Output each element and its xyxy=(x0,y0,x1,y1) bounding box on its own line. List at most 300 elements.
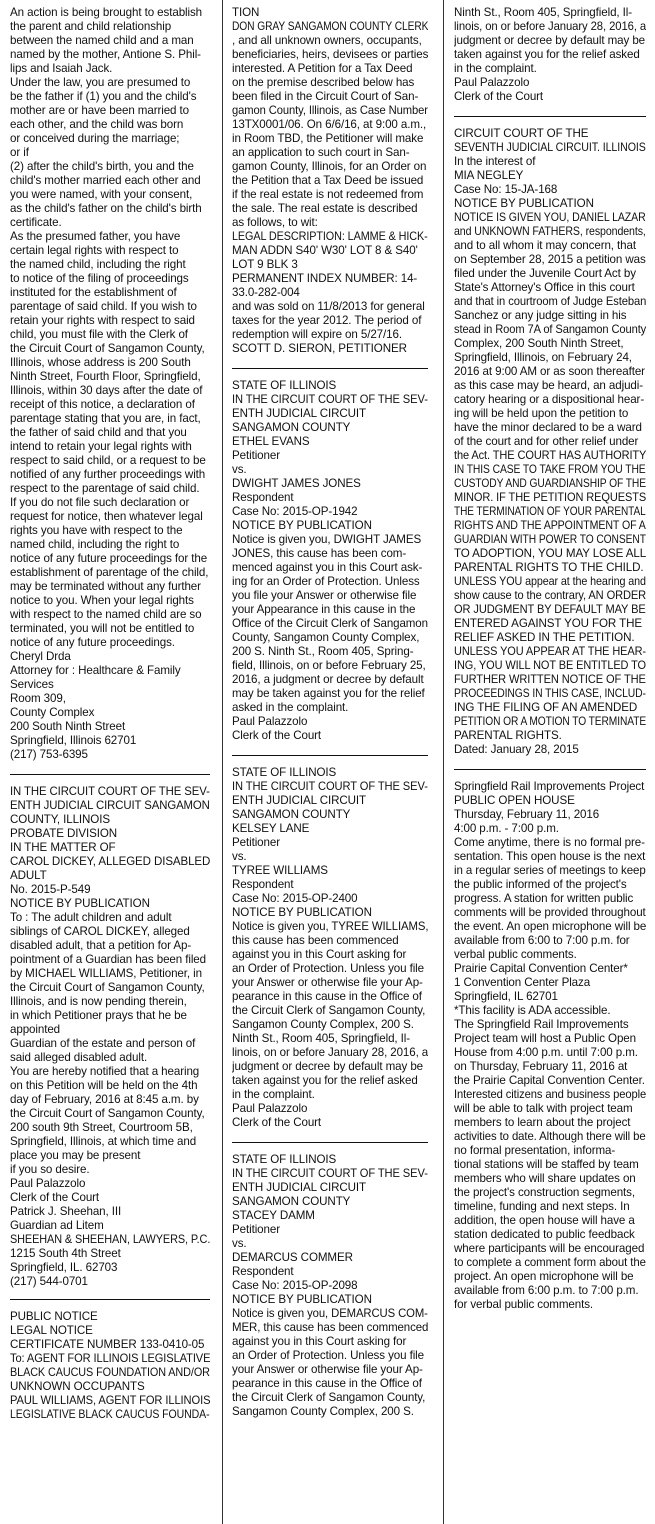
notice-text-line: menced against you in this Court ask- xyxy=(232,561,423,574)
notice-text-line: day of February, 2016 at 8:45 a.m. by xyxy=(10,1093,199,1106)
notice-text-line: the father of said child and that you xyxy=(10,426,187,439)
notice-text-line: In the interest of xyxy=(454,155,536,168)
notice-text-line: Notice is given you, DEMARCUS COM- xyxy=(232,1307,428,1320)
notice-text-line: interested. A Petition for a Tax Deed xyxy=(232,62,413,75)
notice-text-line: Notice is given you, DWIGHT JAMES xyxy=(232,533,422,546)
notice-separator-rule xyxy=(232,755,428,756)
notice-text-line: will be able to talk with project team xyxy=(454,1102,633,1115)
notice-text-line: ENTH JUDICIAL CIRCUIT xyxy=(232,407,367,420)
notice-text-line: 200 S. Ninth St., Room 405, Spring- xyxy=(232,645,414,658)
notice-text-line: Illinois, whose address is 200 South xyxy=(10,356,191,369)
notice-text-line: and was sold on 11/8/2013 for general xyxy=(232,300,425,313)
notice-text-line: or if xyxy=(10,146,29,159)
legal-notice xyxy=(232,1153,428,1419)
notice-text-line: FURTHER WRITTEN NOTICE OF THE xyxy=(454,673,646,686)
notice-text-line: NOTICE BY PUBLICATION xyxy=(232,1293,372,1306)
notice-text-line: MAN ADDN S40' W30' LOT 8 & S40' xyxy=(232,244,418,257)
notice-text-line: to complete a comment form about the xyxy=(454,1256,646,1269)
notice-text-line: THE TERMINATION OF YOUR PARENTAL xyxy=(454,505,646,518)
notice-text-line: this cause has been commenced xyxy=(232,934,399,947)
notice-text-line: Come anytime, there is no formal pre- xyxy=(454,836,645,849)
notice-text-line: have the minor declared to be a ward xyxy=(454,421,642,434)
notice-separator-rule xyxy=(454,769,646,770)
notice-text-line: your Appearance in this cause in the xyxy=(232,603,416,616)
notice-text-line: ADULT xyxy=(10,869,47,882)
notice-text-line: members who will share updates on xyxy=(454,1172,636,1185)
notice-text-line: an Order of Protection. Unless you file xyxy=(232,962,424,975)
notice-text-line: sentation. This open house is the next xyxy=(454,850,646,863)
notice-text-line: Case No: 2015-OP-2098 xyxy=(232,1279,358,1292)
notice-text-line: Project team will host a Public Open xyxy=(454,1032,636,1045)
notice-text-line: no formal presentation, informa- xyxy=(454,1144,616,1157)
notice-text-line: PARENTAL RIGHTS. xyxy=(454,729,562,742)
notice-text-line: ing will be held upon the petition to xyxy=(454,407,629,420)
notice-text-line: Petitioner xyxy=(232,836,280,849)
notice-text-line: 2016, a judgment or decree by default xyxy=(232,673,424,686)
notice-text-line: in Room TBD, the Petitioner will make xyxy=(232,132,424,145)
notice-text-line: Ninth St., Room 405, Springfield, Il- xyxy=(454,6,633,19)
notice-text-line: judgment or decree by default may be xyxy=(454,34,646,47)
legal-notice xyxy=(454,6,646,104)
notice-text-line: 4:00 p.m. - 7:00 p.m. xyxy=(454,822,559,835)
legal-notice xyxy=(232,766,428,1130)
notice-text-line: verbal public comments. xyxy=(454,948,577,961)
notice-text-line: request for notice, then whatever legal xyxy=(10,510,203,523)
notice-text-line: Guardian ad Litem xyxy=(10,1219,104,1232)
notice-text-line: stead in Room 7A of Sangamon County xyxy=(454,323,646,336)
notice-text-line: Petitioner xyxy=(232,449,280,462)
notice-text-line: members to learn about the project xyxy=(454,1116,631,1129)
notice-text-line: the parent and child relationship xyxy=(10,20,172,33)
notice-text-line: the public informed of the project's xyxy=(454,878,627,891)
notice-text-line: beneficiaries, heirs, devisees or parties xyxy=(232,48,428,61)
notice-text-line: the Act. THE COURT HAS AUTHORITY xyxy=(454,449,646,462)
notice-text-line: ing for an Order of Protection. Unless xyxy=(232,575,420,588)
notice-text-line: If you do not file such declaration or xyxy=(10,496,190,509)
notice-text-line: where participants will be encouraged xyxy=(454,1242,645,1255)
notice-text-line: child, you must file with the Clerk of xyxy=(10,328,188,341)
notice-text-line: 1215 South 4th Street xyxy=(10,1247,121,1260)
notice-text-line: Clerk of the Court xyxy=(454,90,544,103)
notice-text-line: TYREE WILLIAMS xyxy=(232,864,328,877)
notice-text-line: Dated: January 28, 2015 xyxy=(454,743,579,756)
notice-text-line: SANGAMON COUNTY xyxy=(232,808,351,821)
notice-text-line: receipt of this notice, a declaration of xyxy=(10,398,195,411)
notice-text-line: as follows, to wit: xyxy=(232,216,318,229)
notice-text-line: Complex, 200 South Ninth Street, xyxy=(454,337,624,350)
legal-notice xyxy=(10,6,210,762)
notice-text-line: place you may be present xyxy=(10,1149,141,1162)
notice-text-line: IN THE CIRCUIT COURT OF THE SEV- xyxy=(10,785,210,798)
notice-text-line: taxes for the year 2012. The period of xyxy=(232,314,422,327)
notice-text-line: project. An open microphone will be xyxy=(454,1270,634,1283)
notice-text-line: against you in this Court asking for xyxy=(232,948,407,961)
notice-text-line: To : The adult children and adult xyxy=(10,911,172,924)
notice-text-line: PAUL WILLIAMS, AGENT FOR ILLINOIS xyxy=(10,1394,210,1407)
notice-text-line: against you in this Court asking for xyxy=(232,1335,407,1348)
notice-text-line: ETHEL EVANS xyxy=(232,435,310,448)
notice-text-line: on this Petition will be held on the 4th xyxy=(10,1079,198,1092)
notice-text-line: lips and Isaiah Jack. xyxy=(10,62,113,75)
notice-text-line: IN THE CIRCUIT COURT OF THE SEV- xyxy=(232,393,428,406)
notice-text-line: SANGAMON COUNTY xyxy=(232,1195,351,1208)
notice-separator-rule xyxy=(454,116,646,117)
notice-text-line: Patrick J. Sheehan, III xyxy=(10,1205,122,1218)
notice-text-line: ENTH JUDICIAL CIRCUIT xyxy=(232,1181,367,1194)
notice-text-line: taken against you for the relief asked xyxy=(454,48,640,61)
notice-text-line: BLACK CAUCUS FOUNDATION AND/OR xyxy=(10,1366,210,1379)
notice-text-line: Ninth St., Room 405, Springfield, Il- xyxy=(232,1032,411,1045)
notice-text-line: asked in the complaint. xyxy=(232,701,349,714)
notice-text-line: IN THE CIRCUIT COURT OF THE SEV- xyxy=(232,1167,428,1180)
notice-text-line: CUSTODY AND GUARDIANSHIP OF THE xyxy=(454,477,646,490)
notice-text-line: TO ADOPTION, YOU MAY LOSE ALL xyxy=(454,547,646,560)
notice-text-line: LEGAL DESCRIPTION: LAMME & HICK- xyxy=(232,230,428,243)
notice-text-line: the Circuit Clerk of Sangamon County, xyxy=(232,1391,426,1404)
notice-text-line: your Answer or otherwise file your Ap- xyxy=(232,976,423,989)
notice-text-line: 13TX0001/06. On 6/6/16, at 9:00 a.m., xyxy=(232,118,427,131)
notice-text-line: rights you have with respect to the xyxy=(10,524,183,537)
notice-text-line: by MICHAEL WILLIAMS, Petitioner, in xyxy=(10,967,202,980)
notice-text-line: and that in courtroom of Judge Esteban xyxy=(454,295,646,308)
notice-text-line: you were named, with your consent, xyxy=(10,188,193,201)
notice-text-line: Paul Palazzolo xyxy=(454,76,530,89)
notice-text-line: or conceived during the marriage; xyxy=(10,132,180,145)
column-2 xyxy=(232,6,428,1419)
notice-separator-rule xyxy=(10,1299,210,1300)
notice-text-line: Interested citizens and business people xyxy=(454,1088,646,1101)
notice-text-line: vs. xyxy=(232,463,247,476)
notice-text-line: Case No: 2015-OP-2400 xyxy=(232,892,358,905)
notice-text-line: gamon County, Illinois, as Case Number xyxy=(232,104,428,117)
notice-text-line: UNKNOWN OCCUPANTS xyxy=(10,1380,145,1393)
notice-text-line: tional stations will be staffed by team xyxy=(454,1158,639,1171)
notice-text-line: vs. xyxy=(232,850,247,863)
column-divider xyxy=(222,0,223,1524)
notice-text-line: activities to date. Although there will be xyxy=(454,1130,646,1143)
notice-text-line: intend to retain your legal rights with xyxy=(10,440,192,453)
notice-text-line: parentage stating that you are, in fact, xyxy=(10,412,201,425)
notice-text-line: Guardian of the estate and person of xyxy=(10,1037,196,1050)
notice-text-line: instituted for the establishment of xyxy=(10,286,177,299)
notice-text-line: catory hearing or a dispositional hear- xyxy=(454,393,645,406)
notice-text-line: the project's construction segments, xyxy=(454,1186,635,1199)
notice-text-line: notified of any further proceedings with xyxy=(10,468,206,481)
notice-text-line: for verbal public comments. xyxy=(454,1298,594,1311)
notice-text-line: SEVENTH JUDICIAL CIRCUIT. ILLINOIS xyxy=(454,141,646,154)
notice-text-line: the event. An open microphone will be xyxy=(454,920,646,933)
notice-text-line: the Petition that a Tax Deed be issued xyxy=(232,174,424,187)
notice-text-line: NOTICE BY PUBLICATION xyxy=(232,906,372,919)
notice-text-line: Springfield, IL 62701 xyxy=(454,990,558,1003)
notice-text-line: field, Illinois, on or before February 25, xyxy=(232,659,426,672)
notice-text-line: available from 6:00 to 7:00 p.m. for xyxy=(454,934,630,947)
notice-text-line: LEGAL NOTICE xyxy=(10,1324,93,1337)
notice-text-line: the Circuit Court of Sangamon County, xyxy=(10,1107,205,1120)
notice-text-line: Springfield, Illinois, at which time and xyxy=(10,1135,197,1148)
notice-text-line: Paul Palazzolo xyxy=(232,715,308,728)
notice-text-line: Springfield, Illinois 62701 xyxy=(10,734,137,747)
legal-notice xyxy=(454,127,646,757)
notice-separator-rule xyxy=(232,1142,428,1143)
notice-text-line: show cause to the contrary, AN ORDER xyxy=(454,589,646,602)
notice-text-line: taken against you for the relief asked xyxy=(232,1074,418,1087)
notice-text-line: Springfield, IL. 62703 xyxy=(10,1261,118,1274)
notice-text-line: ING, YOU WILL NOT BE ENTITLED TO xyxy=(454,659,646,672)
notice-text-line: Office of the Circuit Clerk of Sangamon xyxy=(232,617,428,630)
notice-text-line: mother are or have been married to xyxy=(10,104,189,117)
notice-text-line: Respondent xyxy=(232,878,294,891)
notice-text-line: linois, on or before January 28, 2016, a xyxy=(232,1046,428,1059)
notice-text-line: notice of any future proceedings for the xyxy=(10,552,208,565)
notice-text-line: Cheryl Drda xyxy=(10,650,71,663)
notice-text-line: been filed in the Circuit Court of San- xyxy=(232,90,419,103)
notice-text-line: Illinois, and is now pending therein, xyxy=(10,995,187,1008)
notice-text-line: ENTERED AGAINST YOU FOR THE xyxy=(454,617,642,630)
notice-text-line: Respondent xyxy=(232,491,294,504)
notice-text-line: Respondent xyxy=(232,1265,294,1278)
notice-text-line: gamon County, Illinois, for an Order on xyxy=(232,160,427,173)
notice-text-line: if you so desire. xyxy=(10,1163,90,1176)
notice-text-line: PROBATE DIVISION xyxy=(10,827,118,840)
notice-text-line: vs. xyxy=(232,1237,247,1250)
notice-text-line: certain legal rights with respect to xyxy=(10,244,179,257)
notice-text-line: SHEEHAN & SHEEHAN, LAWYERS, P.C. xyxy=(10,1233,210,1246)
notice-text-line: Springfield Rail Improvements Project xyxy=(454,780,645,793)
notice-text-line: may be terminated without any further xyxy=(10,580,201,593)
notice-text-line: filed under the Juvenile Court Act by xyxy=(454,267,636,280)
notice-text-line: the sale. The real estate is described xyxy=(232,202,418,215)
notice-text-line: Thursday, February 11, 2016 xyxy=(454,808,600,821)
notice-text-line: timeline, funding and next steps. In xyxy=(454,1200,630,1213)
notice-text-line: of the court and for other relief under xyxy=(454,435,639,448)
notice-text-line: PERMANENT INDEX NUMBER: 14- xyxy=(232,272,418,285)
notice-text-line: UNLESS YOU appear at the hearing and xyxy=(454,575,646,588)
notice-text-line: progress. A station for written public xyxy=(454,892,634,905)
notice-text-line: COUNTY, ILLINOIS xyxy=(10,813,110,826)
notice-text-line: RIGHTS AND THE APPOINTMENT OF A xyxy=(454,519,646,532)
notice-text-line: UNLESS YOU APPEAR AT THE HEAR- xyxy=(454,645,646,658)
notice-text-line: Paul Palazzolo xyxy=(232,1102,308,1115)
notice-text-line: No. 2015-P-549 xyxy=(10,883,91,896)
notice-text-line: CIRCUIT COURT OF THE xyxy=(454,127,589,140)
notice-text-line: (217) 544-0701 xyxy=(10,1275,88,1288)
notice-text-line: OR JUDGMENT BY DEFAULT MAY BE xyxy=(454,603,646,616)
notice-text-line: NOTICE IS GIVEN YOU, DANIEL LAZAR xyxy=(454,211,646,224)
notice-text-line: and UNKNOWN FATHERS, respondents, xyxy=(454,225,646,238)
notice-text-line: STATE OF ILLINOIS xyxy=(232,379,337,392)
notice-text-line: Under the law, you are presumed to xyxy=(10,76,191,89)
notice-text-line: disabled adult, that a petition for Ap- xyxy=(10,939,192,952)
notice-text-line: IN THE CIRCUIT COURT OF THE SEV- xyxy=(232,780,428,793)
notice-text-line: 1 Convention Center Plaza xyxy=(454,976,591,989)
notice-text-line: parentage of said child. If you wish to xyxy=(10,300,197,313)
notice-text-line: PETITION OR A MOTION TO TERMINATE xyxy=(454,715,646,728)
legal-notice xyxy=(454,780,646,1312)
notice-text-line: An action is being brought to establish xyxy=(10,6,203,19)
legal-notice xyxy=(10,785,210,1289)
notice-text-line: the Circuit Clerk of Sangamon County, xyxy=(232,1004,426,1017)
notice-text-line: ENTH JUDICIAL CIRCUIT xyxy=(232,794,367,807)
notice-text-line: Petitioner xyxy=(232,1223,280,1236)
notice-text-line: NOTICE BY PUBLICATION xyxy=(454,197,594,210)
notice-text-line: in which Petitioner prays that he be xyxy=(10,1009,187,1022)
notice-text-line: House from 4:00 p.m. until 7:00 p.m. xyxy=(454,1046,638,1059)
notice-text-line: Sangamon County Complex, 200 S. xyxy=(232,1405,414,1418)
notice-text-line: as this case may be heard, an adjudi- xyxy=(454,379,643,392)
notice-text-line: pointment of a Guardian has been filed xyxy=(10,953,207,966)
notice-text-line: Illinois, within 30 days after the date of xyxy=(10,384,203,397)
notice-text-line: KELSEY LANE xyxy=(232,822,310,835)
notice-text-line: MER, this cause has been commenced xyxy=(232,1321,428,1334)
notice-text-line: 200 South Ninth Street xyxy=(10,720,126,733)
notice-text-line: PUBLIC NOTICE xyxy=(10,1310,98,1323)
notice-text-line: Sanchez or any judge sitting in his xyxy=(454,309,627,322)
notice-text-line: on the premise described below has xyxy=(232,76,415,89)
legal-notice xyxy=(232,379,428,743)
notice-text-line: TION xyxy=(232,6,260,19)
notice-text-line: on Thursday, February 11, 2016 at xyxy=(454,1060,628,1073)
notice-text-line: in the complaint. xyxy=(454,62,537,75)
notice-text-line: on September 28, 2015 a petition was xyxy=(454,253,646,266)
notice-text-line: RELIEF ASKED IN THE PETITION. xyxy=(454,631,635,644)
notice-text-line: DWIGHT JAMES JONES xyxy=(232,477,361,490)
notice-text-line: NOTICE BY PUBLICATION xyxy=(232,519,372,532)
notice-text-line: with respect to the named child are so xyxy=(10,608,202,621)
notice-text-line: your Answer or otherwise file your Ap- xyxy=(232,1363,423,1376)
notice-text-line: child's mother married each other and xyxy=(10,174,201,187)
notice-text-line: terminated, you will not be entitled to xyxy=(10,622,195,635)
notice-text-line: the Circuit Court of Sangamon County, xyxy=(10,981,205,994)
notice-text-line: IN THIS CASE TO TAKE FROM YOU THE xyxy=(454,463,646,476)
notice-text-line: linois, on or before January 28, 2016, a xyxy=(454,20,646,33)
notice-text-line: in the complaint. xyxy=(232,1088,315,1101)
notice-text-line: (2) after the child's birth, you and the xyxy=(10,160,194,173)
notice-text-line: between the named child and a man xyxy=(10,34,194,47)
notice-text-line: Services xyxy=(10,678,54,691)
notice-text-line: JONES, this cause has been com- xyxy=(232,547,407,560)
notice-text-line: said alleged disabled adult. xyxy=(10,1051,148,1064)
notice-text-line: CAROL DICKEY, ALLEGED DISABLED xyxy=(10,855,210,868)
notice-text-line: notice of any future proceedings. xyxy=(10,636,175,649)
notice-text-line: You are hereby notified that a hearing xyxy=(10,1065,200,1078)
notice-text-line: Sangamon County Complex, 200 S. xyxy=(232,1018,414,1031)
notice-text-line: STATE OF ILLINOIS xyxy=(232,1153,337,1166)
notice-text-line: STATE OF ILLINOIS xyxy=(232,766,337,779)
notice-text-line: the named child, including the right xyxy=(10,258,186,271)
notice-text-line: and to all whom it may concern, that xyxy=(454,239,636,252)
notice-text-line: pearance in this cause in the Office of xyxy=(232,990,422,1003)
notice-text-line: ING THE FILING OF AN AMENDED xyxy=(454,701,638,714)
notice-text-line: 200 south 9th Street, Courtroom 5B, xyxy=(10,1121,193,1134)
notice-text-line: respect to said child, or a request to be xyxy=(10,454,206,467)
notice-text-line: DEMARCUS COMMER xyxy=(232,1251,353,1264)
notice-text-line: *This facility is ADA accessible. xyxy=(454,1004,611,1017)
notice-text-line: named by the mother, Antione S. Phil- xyxy=(10,48,201,61)
notice-text-line: pearance in this cause in the Office of xyxy=(232,1377,422,1390)
notice-text-line: available from 6:00 p.m. to 7:00 p.m. xyxy=(454,1284,639,1297)
notice-text-line: respect to the parentage of said child. xyxy=(10,482,200,495)
notice-text-line: Notice is given you, TYREE WILLIAMS, xyxy=(232,920,428,933)
notice-text-line: As the presumed father, you have xyxy=(10,230,181,243)
notice-text-line: PUBLIC OPEN HOUSE xyxy=(454,794,575,807)
notice-text-line: comments will be provided throughout xyxy=(454,906,646,919)
notice-text-line: MINOR. IF THE PETITION REQUESTS xyxy=(454,491,646,504)
notice-text-line: LOT 9 BLK 3 xyxy=(232,258,298,271)
notice-text-line: (217) 753-6395 xyxy=(10,748,88,761)
notice-separator-rule xyxy=(10,774,210,775)
notice-text-line: the Prairie Capital Convention Center. xyxy=(454,1074,645,1087)
notice-text-line: you file your Answer or otherwise file xyxy=(232,589,417,602)
notice-text-line: Springfield, Illinois, on February 24, xyxy=(454,351,632,364)
notice-text-line: NOTICE BY PUBLICATION xyxy=(10,897,150,910)
notice-separator-rule xyxy=(232,368,428,369)
notice-text-line: Attorney for : Healthcare & Family xyxy=(10,664,181,677)
notice-text-line: the Circuit Court of Sangamon County, xyxy=(10,342,205,355)
notice-text-line: be the father if (1) you and the child's xyxy=(10,90,197,103)
notice-text-line: each other, and the child was born xyxy=(10,118,184,131)
notice-text-line: CERTIFICATE NUMBER 133-0410-05 xyxy=(10,1338,205,1351)
notice-text-line: retain your rights with respect to said xyxy=(10,314,195,327)
notice-text-line: LEGISLATIVE BLACK CAUCUS FOUNDA- xyxy=(10,1408,210,1421)
notice-text-line: if the real estate is not redeemed from xyxy=(232,188,424,201)
notice-text-line: SANGAMON COUNTY xyxy=(232,421,351,434)
notice-text-line: appointed xyxy=(10,1023,61,1036)
notice-text-line: Prairie Capital Convention Center* xyxy=(454,962,628,975)
column-3 xyxy=(454,6,646,1312)
notice-text-line: Case No: 15-JA-168 xyxy=(454,183,558,196)
notice-text-line: MIA NEGLEY xyxy=(454,169,524,182)
notice-text-line: in a regular series of meetings to keep xyxy=(454,864,646,877)
notice-text-line: ENTH JUDICIAL CIRCUIT SANGAMON xyxy=(10,799,210,812)
notice-text-line: an Order of Protection. Unless you file xyxy=(232,1349,424,1362)
notice-text-line: certificate. xyxy=(10,216,62,229)
notice-text-line: SCOTT D. SIERON, PETITIONER xyxy=(232,342,407,355)
column-1 xyxy=(10,6,210,1422)
notice-text-line: GUARDIAN WITH POWER TO CONSENT xyxy=(454,533,646,546)
notice-text-line: County, Sangamon County Complex, xyxy=(232,631,420,644)
notice-text-line: DON GRAY SANGAMON COUNTY CLERK xyxy=(232,20,428,33)
notice-text-line: siblings of CAROL DICKEY, alleged xyxy=(10,925,190,938)
notice-text-line: station dedicated to public feedback xyxy=(454,1228,635,1241)
notice-text-line: redemption will expire on 5/27/16. xyxy=(232,328,402,341)
column-divider xyxy=(443,0,444,1524)
notice-text-line: County Complex xyxy=(10,706,95,719)
notice-text-line: Clerk of the Court xyxy=(10,1191,100,1204)
notice-text-line: as the child's father on the child's birth xyxy=(10,202,202,215)
notice-text-line: The Springfield Rail Improvements xyxy=(454,1018,629,1031)
notice-text-line: to notice of the filing of proceedings xyxy=(10,272,189,285)
notice-text-line: 33.0-282-004 xyxy=(232,286,300,299)
notice-text-line: Paul Palazzolo xyxy=(10,1177,86,1190)
notice-text-line: Clerk of the Court xyxy=(232,729,322,742)
notice-text-line: judgment or decree by default may be xyxy=(232,1060,424,1073)
legal-notice xyxy=(232,6,428,356)
notice-text-line: Room 309, xyxy=(10,692,66,705)
notice-text-line: To: AGENT FOR ILLINOIS LEGISLATIVE xyxy=(10,1352,210,1365)
legal-notice xyxy=(10,1310,210,1422)
notice-text-line: an application to such court in San- xyxy=(232,146,410,159)
notice-text-line: named child, including the right to xyxy=(10,538,180,551)
notice-text-line: 2016 at 9:00 AM or as soon thereafter xyxy=(454,365,645,378)
notice-text-line: IN THE MATTER OF xyxy=(10,841,116,854)
notice-text-line: STACEY DAMM xyxy=(232,1209,315,1222)
notice-text-line: establishment of parentage of the child, xyxy=(10,566,209,579)
notice-text-line: PROCEEDINGS IN THIS CASE, INCLUD- xyxy=(454,687,646,700)
notice-text-line: addition, the open house will have a xyxy=(454,1214,635,1227)
notice-text-line: , and all unknown owners, occupants, xyxy=(232,34,422,47)
notice-text-line: Clerk of the Court xyxy=(232,1116,322,1129)
